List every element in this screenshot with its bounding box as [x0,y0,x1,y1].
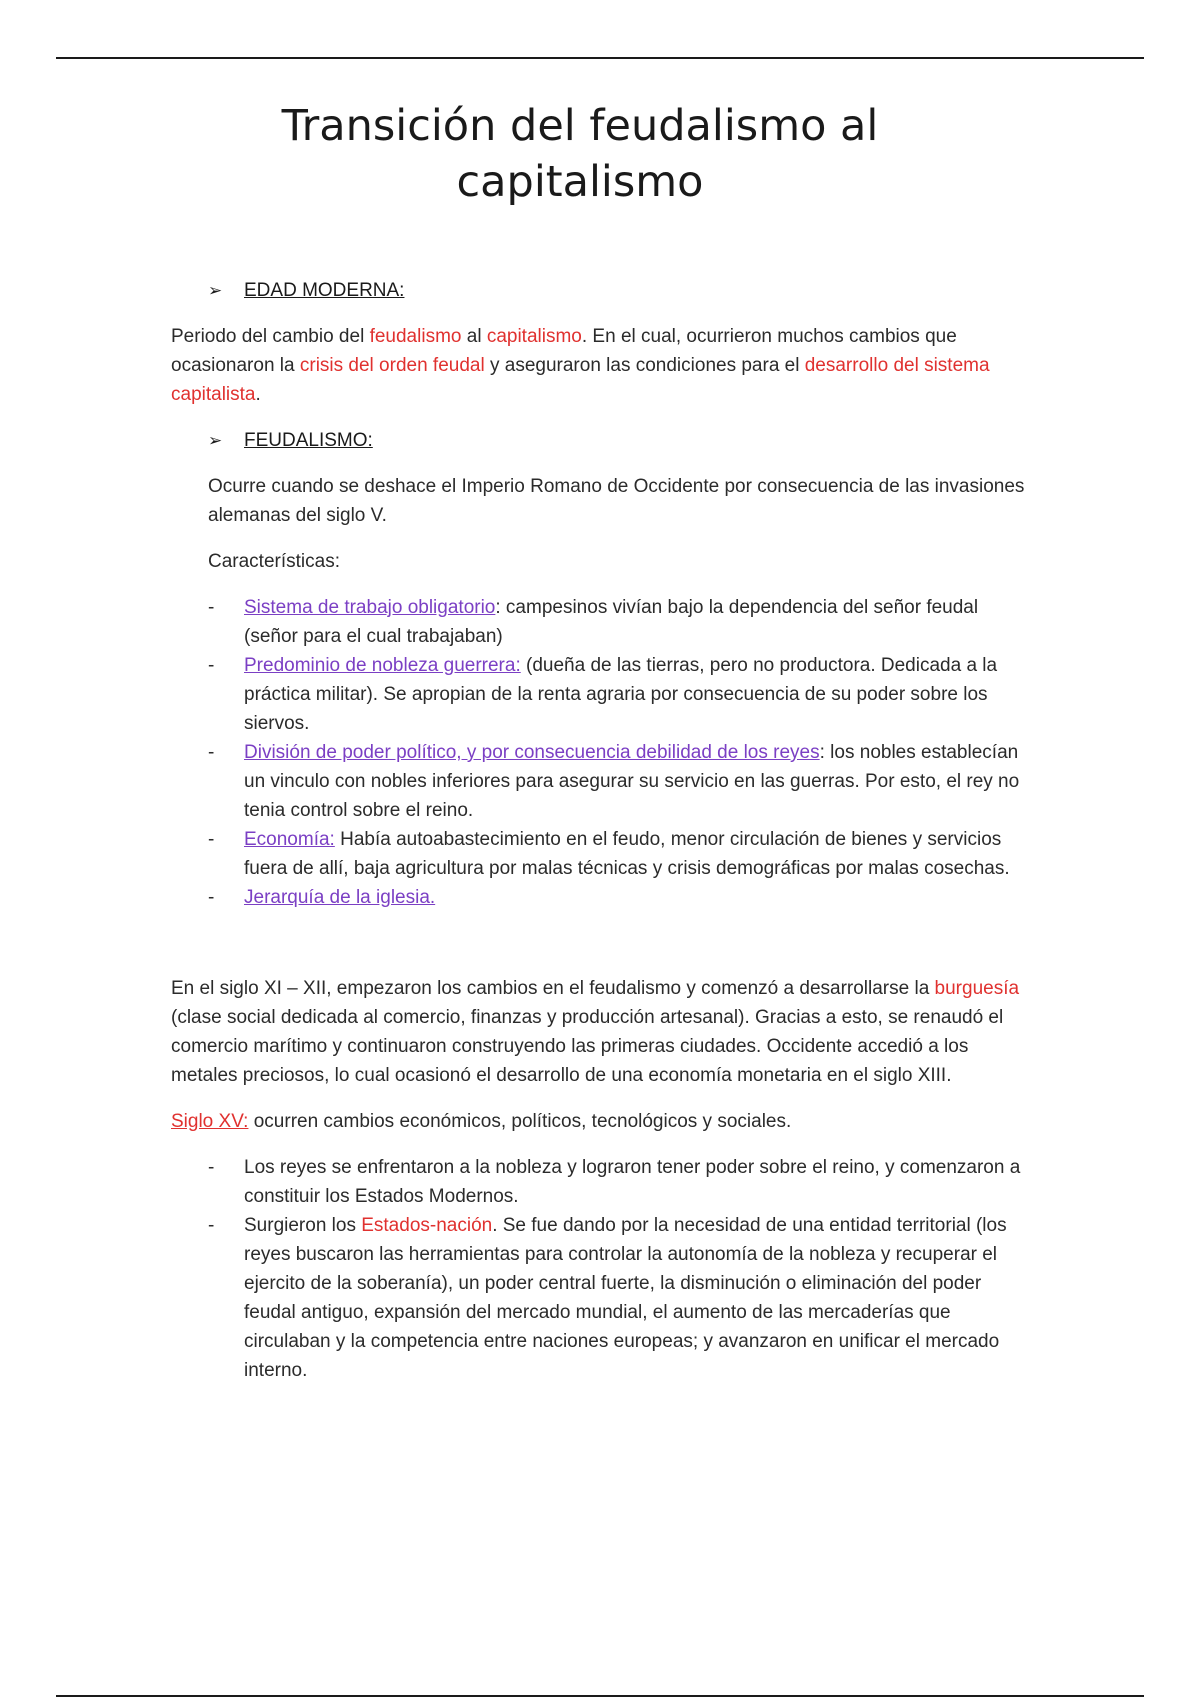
heading-label: EDAD MODERNA: [244,280,405,301]
heading-label: FEUDALISMO: [244,430,373,451]
list-item: - Sistema de trabajo obligatorio: campesinos vivían bajo la dependencia del señor feudal (señor para el cual trabajaban) [171,593,1031,651]
siglo-xv-label: Siglo XV: [171,1111,249,1132]
dash-bullet: - [208,829,215,850]
term-link[interactable]: Sistema de trabajo obligatorio [244,597,496,618]
term-link[interactable]: Predominio de nobleza guerrera: [244,655,521,676]
arrow-bullet-icon: ➢ [208,431,223,450]
caracteristicas-label: Características: [208,551,340,572]
page-title: Transición del feudalismo al capitalismo [281,101,879,207]
highlight-crisis: crisis del orden feudal [299,355,485,376]
dash-bullet: - [208,1215,215,1236]
footer-rule [56,1695,1144,1697]
list-item: - Predominio de nobleza guerrera: (dueña de las tierras, pero no productora. Dedicada a la práctica militar). Se apropian de la renta agraria por consecuencia de su poder sobre los siervos. [171,651,1031,738]
arrow-bullet-icon: ➢ [208,281,223,300]
term-link[interactable]: Jerarquía de la iglesia. [244,887,436,908]
highlight-capitalismo: capitalismo [486,326,582,347]
siglo-xv-paragraph: Siglo XV: ocurren cambios económicos, políticos, tecnológicos y sociales. [171,1111,792,1132]
term-link[interactable]: División de poder político, y por consecuencia debilidad de los reyes [244,742,820,763]
list-item: - Surgieron los Estados-nación. Se fue dando por la necesidad de una entidad territorial (los reyes buscaron las herramientas para controlar la autonomía de la nobleza y recuperar el ejercito de la soberanía), un poder central fuerte, la disminución o eliminación del poder feudal antiguo, expansión del mercado mundial, el aumento de las mercaderías que circulaban y la competencia entre naciones europeas; y avanzaron en unificar el mercado interno. [171,1211,1031,1385]
siglo-xi-paragraph: En el siglo XI – XII, empezaron los cambios en el feudalismo y comenzó a desarrollarse la burguesía (clase social dedicada al comercio, finanzas y producción artesanal). Gracias a esto, se renaudó el comercio marítimo y continuaron construyendo las primeras ciudades. Occidente accedió a los metales preciosos, lo cual ocasionó el desarrollo de una economía monetaria en el siglo XIII. [171,978,1020,1086]
dash-bullet: - [208,887,215,908]
dash-bullet: - [208,1157,215,1178]
caracteristicas-list [171,593,1031,912]
dash-bullet: - [208,597,215,618]
document-body [171,276,1031,1385]
siglo-xv-list [171,1153,1031,1385]
highlight-estados-nacion: Estados-nación [361,1215,493,1236]
dash-bullet: - [208,655,215,676]
feudalismo-intro: Ocurre cuando se deshace el Imperio Romano de Occidente por consecuencia de las invasiones alemanas del siglo V. [208,476,1025,526]
list-item: - División de poder político, y por consecuencia debilidad de los reyes: los nobles establecían un vinculo con nobles inferiores para asegurar su servicio en las guerras. Por esto, el rey no tenia control sobre el reino. [171,738,1031,825]
header-rule [56,57,1144,59]
highlight-desarrollo: desarrollo del sistema capitalista [171,355,990,405]
list-item [171,883,1031,912]
highlight-burguesia: burguesía [934,978,1020,999]
list-item: - Los reyes se enfrentaron a la nobleza y lograron tener poder sobre el reino, y comenzaron a constituir los Estados Modernos. [171,1153,1031,1211]
dash-bullet: - [208,742,215,763]
list-item: - Economía: Había autoabastecimiento en el feudo, menor circulación de bienes y servicios fuera de allí, baja agricultura por malas técnicas y crisis demográficas por malas cosechas. [171,825,1031,883]
term-link[interactable]: Economía: [244,829,335,850]
highlight-feudalismo: feudalismo [369,326,462,347]
edad-moderna-paragraph: Periodo del cambio del feudalismo al capitalismo. En el cual, ocurrieron muchos cambios que ocasionaron la crisis del orden feudal y aseguraron las condiciones para el desarrollo del sistema capitalista. [171,326,990,405]
heading-feudalismo [171,426,1031,455]
heading-edad-moderna [171,276,1031,305]
spacer [171,912,1031,974]
